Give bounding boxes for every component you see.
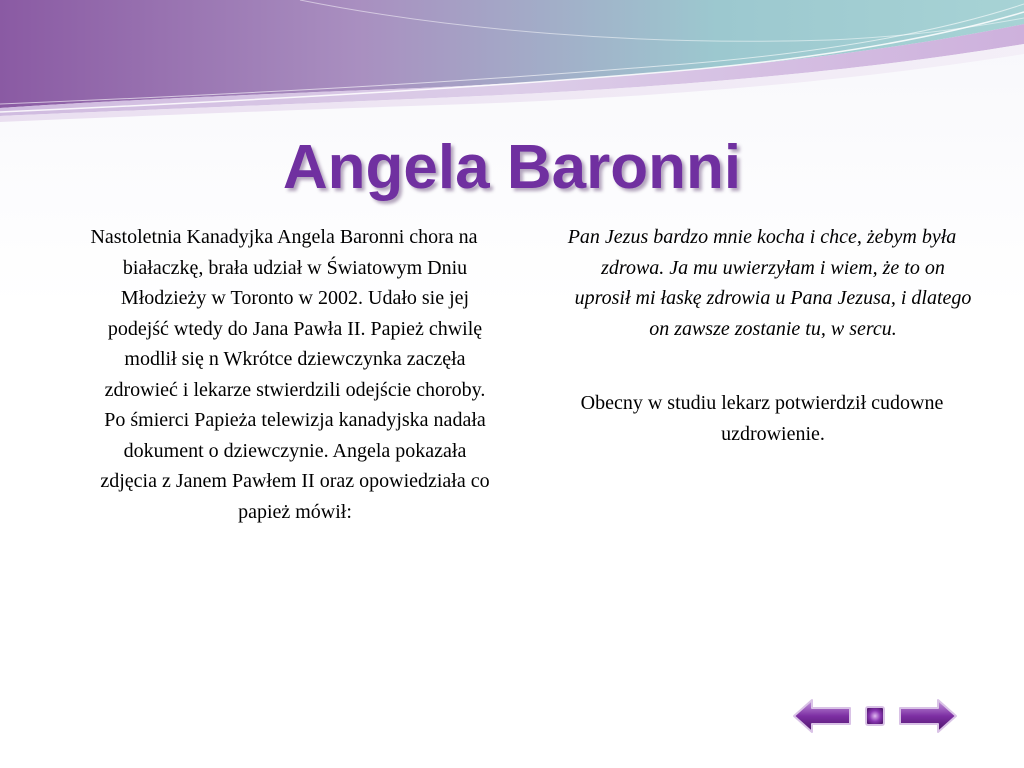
closing-paragraph: Obecny w studiu lekarz potwierdził cudowne uzdrowienie.: [580, 392, 944, 445]
next-slide-button[interactable]: [896, 697, 958, 735]
home-button[interactable]: [864, 705, 886, 727]
decorative-banner: [0, 0, 1024, 130]
right-column: [552, 222, 972, 449]
slide-title: Angela Baronni: [282, 133, 742, 202]
arrow-right-icon: [896, 697, 958, 735]
home-square-icon: [864, 705, 886, 727]
arrow-left-icon: [792, 697, 854, 735]
left-column: [72, 222, 496, 527]
quote-paragraph: Pan Jezus bardzo mnie kocha i chce, żebym była zdrowa. Ja mu uwierzyłam i wiem, że to on uprosił mi łaskę zdrowia u Pana Jezusa, i dlatego on zawsze zostanie tu, w sercu.: [567, 226, 972, 340]
previous-slide-button[interactable]: [792, 697, 854, 735]
paragraph-spacer: [552, 344, 972, 388]
story-paragraph: Nastoletnia Kanadyjka Angela Baronni chora na białaczkę, brała udział w Światowym Dniu Młodzieży w Toronto w 2002. Udało sie jej podejść wtedy do Jana Pawła II. Papież chwilę modlił się n Wkrótce dziewczynka zaczęła zdrowieć i lekarze stwierdzili odejście choroby. Po śmierci Papieża telewizja kanadyjska nadała dokument o dziewczynie. Angela pokazała zdjęcia z Janem Pawłem II oraz opowiedziała co papież mówił:: [90, 226, 490, 523]
